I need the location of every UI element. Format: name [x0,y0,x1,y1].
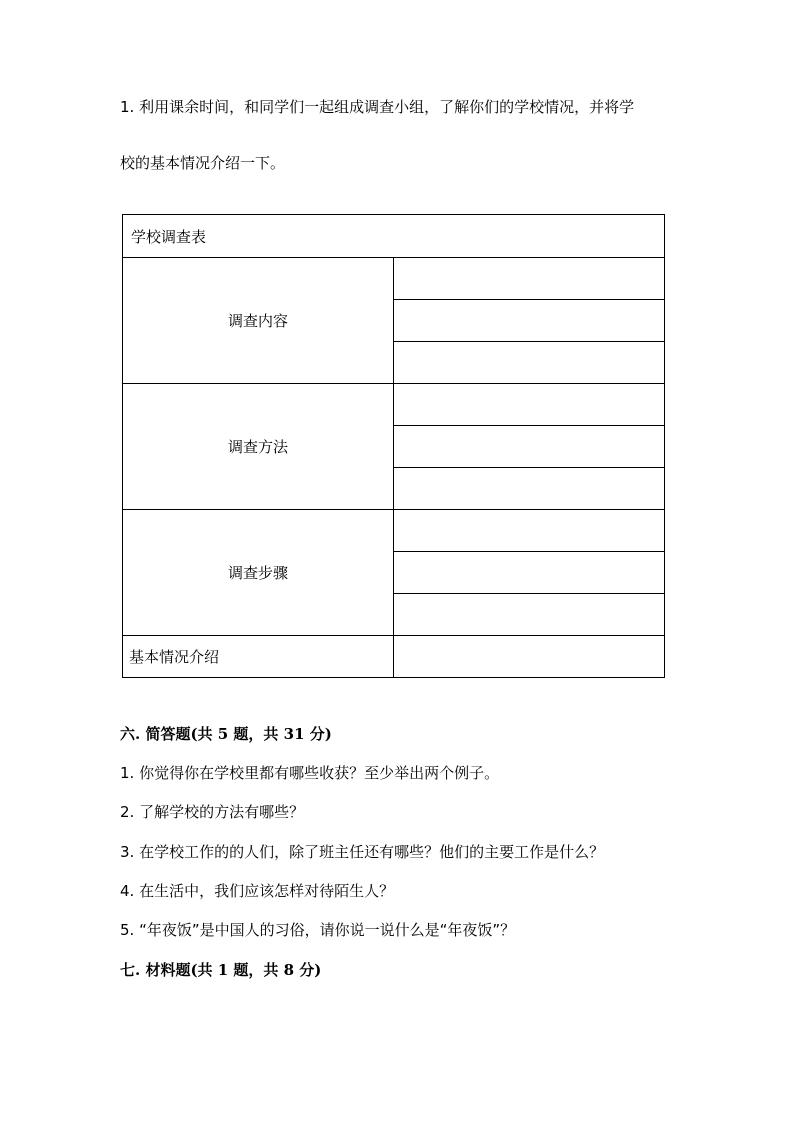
row-label-steps: 调查步骤 [123,510,394,636]
question-1-line-2: 校的基本情况介绍一下。 [120,154,286,172]
blank-answer-cell[interactable] [394,594,665,636]
section-6-question-4: 4. 在生活中，我们应该怎样对待陌生人？ [120,882,395,900]
row-label-method: 调查方法 [123,384,394,510]
school-survey-table [122,214,665,678]
blank-answer-cell[interactable] [394,258,665,300]
section-6-question-5: 5. “年夜饭”是中国人的习俗，请你说一说什么是“年夜饭”？ [120,921,516,939]
blank-answer-cell[interactable] [394,426,665,468]
section-6-question-2: 2. 了解学校的方法有哪些？ [120,803,305,821]
blank-answer-cell[interactable] [394,510,665,552]
blank-answer-cell[interactable] [394,552,665,594]
blank-answer-cell[interactable] [394,300,665,342]
section-6-heading: 六. 简答题(共 5 题，共 31 分) [120,725,332,743]
blank-answer-cell[interactable] [394,468,665,510]
survey-table-title: 学校调查表 [123,215,665,258]
blank-answer-cell[interactable] [394,384,665,426]
blank-answer-cell[interactable] [394,636,665,678]
section-6-question-3: 3. 在学校工作的的人们，除了班主任还有哪些？他们的主要工作是什么？ [120,843,605,861]
question-1-line-1: 1. 利用课余时间，和同学们一起组成调查小组，了解你们的学校情况，并将学 [120,98,635,116]
row-label-summary: 基本情况介绍 [123,636,394,678]
blank-answer-cell[interactable] [394,342,665,384]
row-label-content: 调查内容 [123,258,394,384]
section-7-heading: 七. 材料题(共 1 题，共 8 分) [120,961,322,979]
section-6-question-1: 1. 你觉得你在学校里都有哪些收获？至少举出两个例子。 [120,764,500,782]
